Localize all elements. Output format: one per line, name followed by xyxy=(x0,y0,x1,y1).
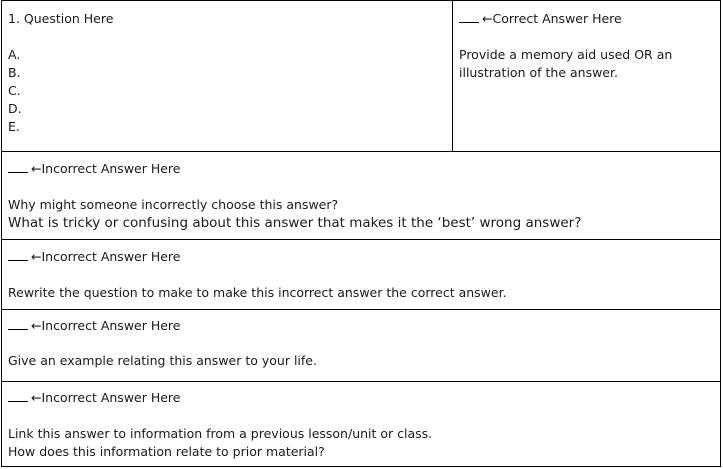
answer-blank[interactable] xyxy=(8,392,28,402)
prompt-line: How does this information relate to prior material? xyxy=(8,444,325,459)
prompt-line: Link this answer to information from a previous lesson/unit or class. xyxy=(8,426,433,441)
incorrect-answer-cell xyxy=(2,240,722,309)
prompt-line: What is tricky or confusing about this answer that makes it the ‘best’ wrong answer? xyxy=(8,215,582,231)
left-arrow-icon: ← xyxy=(31,390,42,405)
correct-answer-prompt xyxy=(459,46,672,82)
incorrect-answer-label: Incorrect Answer Here xyxy=(41,161,181,176)
left-arrow-icon: ← xyxy=(31,318,42,333)
incorrect-answer-prompt xyxy=(8,425,432,461)
correct-answer-label: Correct Answer Here xyxy=(492,11,622,26)
prompt-line: Provide a memory aid used OR an xyxy=(459,47,673,62)
correct-answer-heading xyxy=(459,10,622,28)
incorrect-answer-label: Incorrect Answer Here xyxy=(41,318,181,333)
left-arrow-icon: ← xyxy=(482,11,493,26)
left-arrow-icon: ← xyxy=(31,161,42,176)
answer-blank[interactable] xyxy=(8,251,28,261)
question-cell xyxy=(2,1,452,151)
answer-option: A. xyxy=(8,47,21,62)
answer-blank[interactable] xyxy=(459,13,479,23)
answer-option: E. xyxy=(8,119,20,134)
answer-option-list xyxy=(8,46,22,136)
answer-option: B. xyxy=(8,65,21,80)
incorrect-answer-cell xyxy=(2,310,722,381)
left-arrow-icon: ← xyxy=(31,249,42,264)
incorrect-answer-label: Incorrect Answer Here xyxy=(41,390,181,405)
correct-answer-cell xyxy=(453,1,722,151)
answer-blank[interactable] xyxy=(8,163,28,173)
incorrect-answer-cell xyxy=(2,382,722,466)
question-title: 1. Question Here xyxy=(8,11,114,26)
incorrect-answer-prompt xyxy=(8,352,317,370)
incorrect-answer-heading xyxy=(8,160,181,178)
incorrect-answer-label: Incorrect Answer Here xyxy=(41,249,181,264)
incorrect-answer-prompt xyxy=(8,196,581,232)
incorrect-answer-prompt xyxy=(8,284,507,302)
prompt-line: Rewrite the question to make to make this incorrect answer the correct answer. xyxy=(8,285,507,300)
incorrect-answer-heading xyxy=(8,389,181,407)
answer-blank[interactable] xyxy=(8,320,28,330)
answer-option: C. xyxy=(8,83,21,98)
worksheet-table xyxy=(1,0,721,467)
answer-option: D. xyxy=(8,101,22,116)
incorrect-answer-heading xyxy=(8,317,181,335)
prompt-line: Why might someone incorrectly choose this answer? xyxy=(8,197,339,212)
incorrect-answer-cell xyxy=(2,152,722,239)
incorrect-answer-heading xyxy=(8,248,181,266)
prompt-line: illustration of the answer. xyxy=(459,65,618,80)
prompt-line: Give an example relating this answer to your life. xyxy=(8,353,317,368)
